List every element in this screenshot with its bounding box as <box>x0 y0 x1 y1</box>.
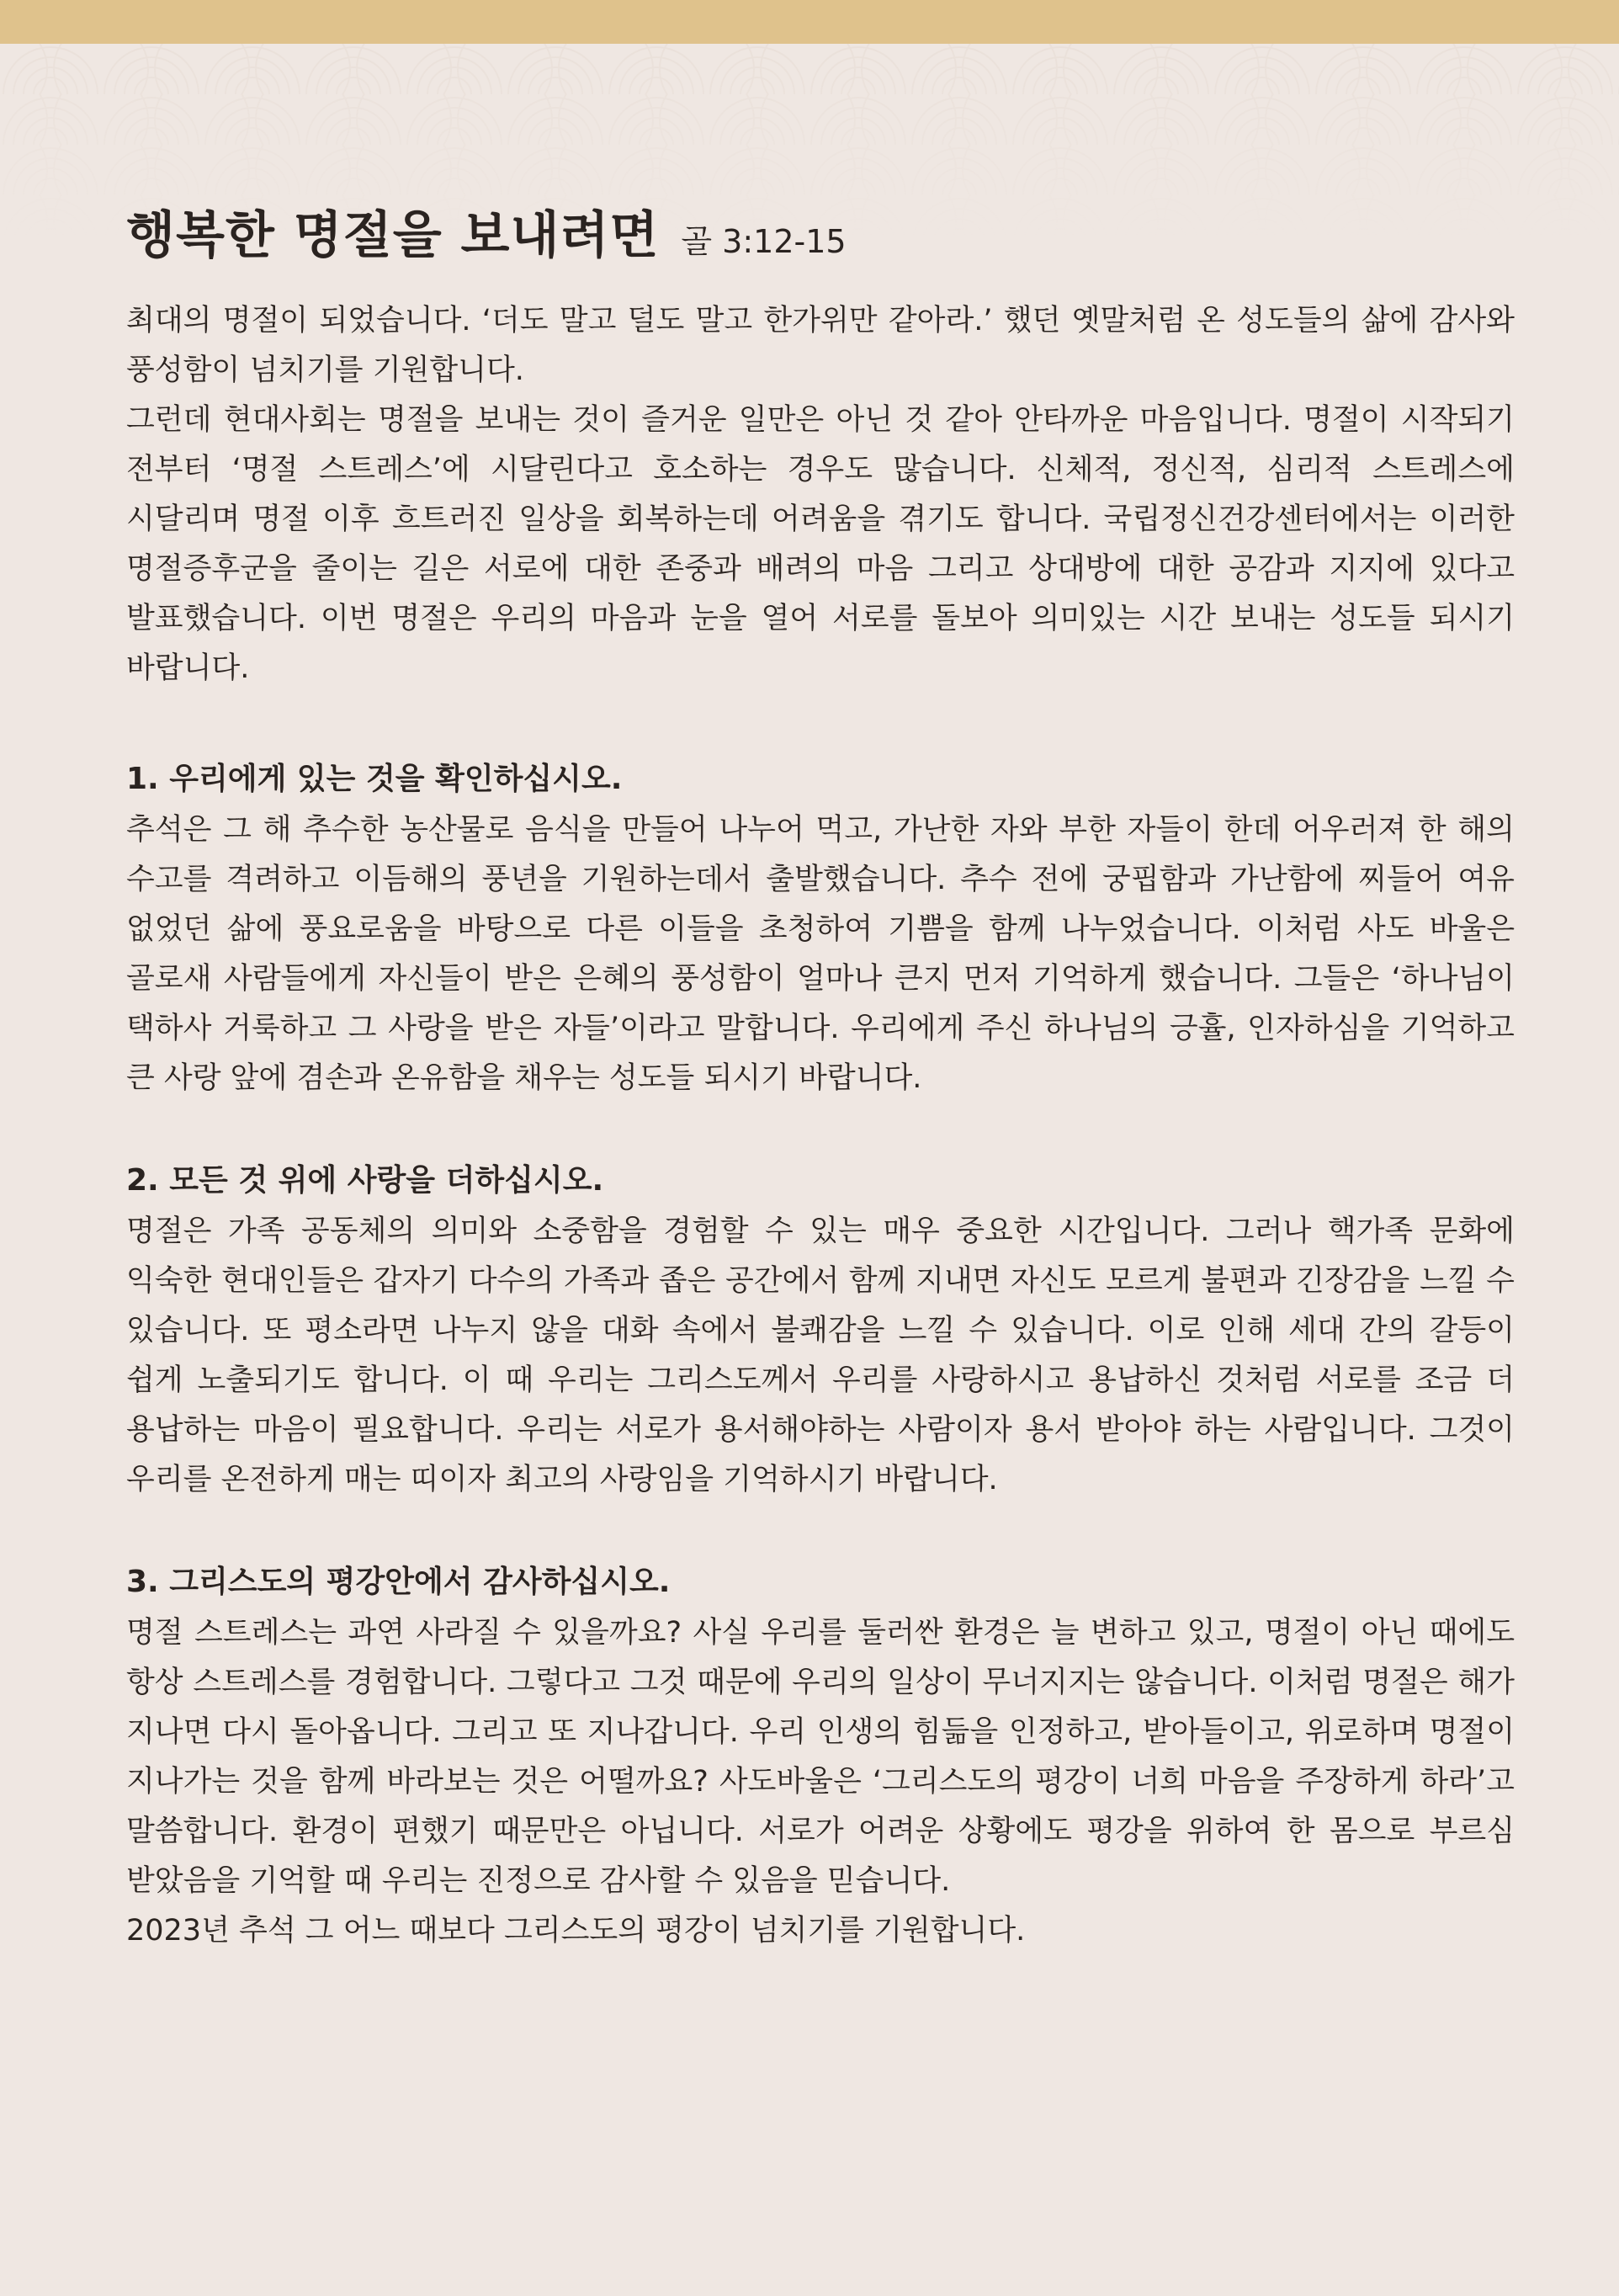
intro-paragraph-2: 그런데 현대사회는 명절을 보내는 것이 즐거운 일만은 아닌 것 같아 안타까운 마음입니다. 명절이 시작되기 전부터 ‘명절 스트레스’에 시달린다고 호소하는 경우도 많습니다. 신체적, 정신적, 심리적 스트레스에 시달리며 명절 이후 흐트러진 일상을 회복하는데 어려움을 겪기도 합니다. 국립정신건강센터에서는 이러한 명절증후군을 줄이는 길은 서로에 대한 존중과 배려의 마음 그리고 상대방에 대한 공감과 지지에 있다고 발표했습니다. 이번 명절은 우리의 마음과 눈을 열어 서로를 돌보아 의미있는 시간 보내는 성도들 되시기 바랍니다. <box>126 403 1515 685</box>
page-title: 행복한 명절을 보내려면 <box>126 206 660 265</box>
section-body: 명절은 가족 공동체의 의미와 소중함을 경험할 수 있는 매우 중요한 시간입니다. 그러나 핵가족 문화에 익숙한 현대인들은 갑자기 다수의 가족과 좁은 공간에서 함께 지내면 자신도 모르게 불편과 긴장감을 느낄 수 있습니다. 또 평소라면 나누지 않을 대화 속에서 불쾌감을 느낄 수 있습니다. 이로 인해 세대 간의 갈등이 쉽게 노출되기도 합니다. 이 때 우리는 그리스도께서 우리를 사랑하시고 용납하신 것처럼 서로를 조금 더 용납하는 마음이 필요합니다. 우리는 서로가 용서해야하는 사람이자 용서 받아야 하는 사람입니다. 그것이 우리를 온전하게 매는 띠이자 최고의 사랑임을 기억하시기 바랍니다. <box>126 1214 1515 1496</box>
section-heading: 2. 모든 것 위에 사랑을 더하십시오. <box>126 1163 604 1198</box>
article <box>126 195 1515 1956</box>
section-heading: 3. 그리스도의 평강안에서 감사하십시오. <box>126 1565 671 1599</box>
section-body: 추석은 그 해 추수한 농산물로 음식을 만들어 나누어 먹고, 가난한 자와 부한 자들이 한데 어우러져 한 해의 수고를 격려하고 이듬해의 풍년을 기원하는데서 출발했습니다. 추수 전에 궁핍함과 가난함에 찌들어 여유 없었던 삶에 풍요로움을 바탕으로 다른 이들을 초청하여 기쁨을 함께 나누었습니다. 이처럼 사도 바울은 골로새 사람들에게 자신들이 받은 은혜의 풍성함이 얼마나 큰지 먼저 기억하게 했습니다. 그들은 ‘하나님이 택하사 거룩하고 그 사랑을 받은 자들’이라고 말합니다. 우리에게 주신 하나님의 긍휼, 인자하심을 기억하고 큰 사랑 앞에 겸손과 온유함을 채우는 성도들 되시기 바랍니다. <box>126 813 1515 1095</box>
intro-paragraph-1: 최대의 명절이 되었습니다. ‘더도 말고 덜도 말고 한가위만 같아라.’ 했던 옛말처럼 온 성도들의 삶에 감사와 풍성함이 넘치기를 기원합니다. <box>126 304 1515 387</box>
section-3 <box>126 1557 1515 1956</box>
title-row <box>126 195 1515 268</box>
section-2 <box>126 1156 1515 1505</box>
closing-line: 2023년 추석 그 어느 때보다 그리스도의 평강이 넘치기를 기원합니다. <box>126 1914 1026 1948</box>
section-1 <box>126 754 1515 1103</box>
section-body: 명절 스트레스는 과연 사라질 수 있을까요? 사실 우리를 둘러싼 환경은 늘 변하고 있고, 명절이 아닌 때에도 항상 스트레스를 경험합니다. 그렇다고 그것 때문에 우리의 일상이 무너지지는 않습니다. 이처럼 명절은 해가 지나면 다시 돌아옵니다. 그리고 또 지나갑니다. 우리 인생의 힘듦을 인정하고, 받아들이고, 위로하며 명절이 지나가는 것을 함께 바라보는 것은 어떨까요? 사도바울은 ‘그리스도의 평강이 너희 마음을 주장하게 하라’고 말씀합니다. 환경이 편했기 때문만은 아닙니다. 서로가 어려운 상황에도 평강을 위하여 한 몸으로 부르심 받았음을 기억할 때 우리는 진정으로 감사할 수 있음을 믿습니다. <box>126 1616 1515 1898</box>
section-heading: 1. 우리에게 있는 것을 확인하십시오. <box>126 762 623 796</box>
top-decorative-band <box>0 0 1619 44</box>
scripture-reference: 골 3:12-15 <box>681 223 847 260</box>
